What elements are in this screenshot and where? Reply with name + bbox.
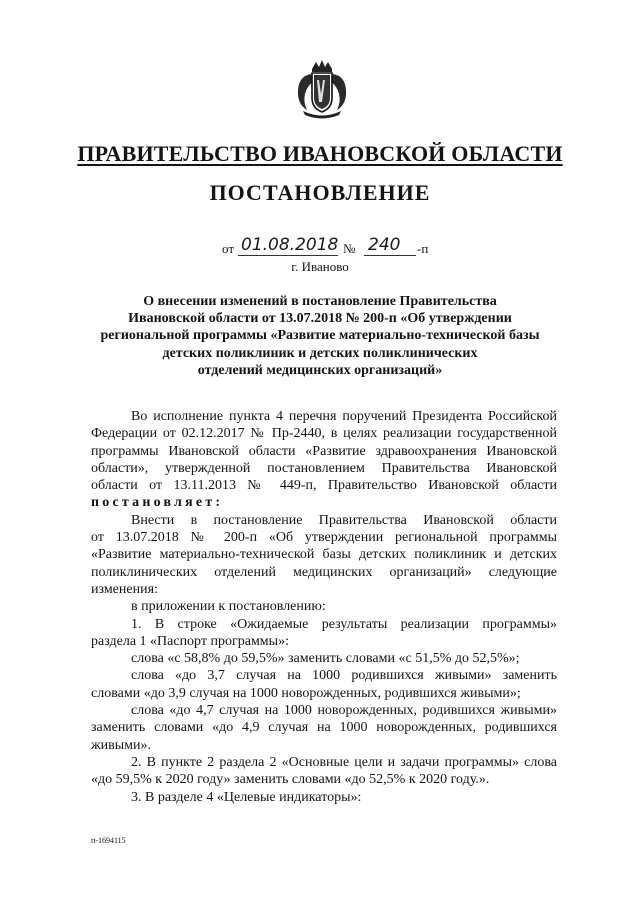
body-line: Внести в постановление Правительства Ивановской области	[131, 512, 557, 528]
document-body	[91, 408, 557, 806]
coat-of-arms-icon	[295, 58, 349, 120]
number-handwritten: 240	[368, 235, 401, 255]
subject-line: О внесении изменений в постановление Правительства	[143, 294, 497, 309]
body-line: 1. В строке «Ожидаемые результаты реализации программы»	[131, 616, 557, 632]
body-line: поликлинических отделений медицинских организаций» следующие	[91, 564, 557, 580]
body-line: «до 59,5% к 2020 году» заменить словами «до 52,5% к 2020 году.».	[91, 772, 490, 788]
date-underline	[238, 255, 338, 256]
body-line: слова «до 4,7 случая на 1000 новорожденных, родившихся живыми»	[131, 703, 557, 719]
body-line: 3. В разделе 4 «Целевые индикаторы»:	[131, 789, 362, 805]
date-prefix: от	[222, 241, 235, 256]
date-handwritten: 01.08.2018	[241, 235, 339, 255]
body-line: области от 13.11.2013 № 449-п, Правительство Ивановской области	[91, 478, 557, 494]
body-line: Федерации от 02.12.2017 № Пр-2440, в целях реализации государственной	[91, 426, 557, 442]
document-subject	[100, 293, 540, 379]
body-line: Во исполнение пункта 4 перечня поручений Президента Российской	[131, 409, 557, 424]
decree-word: постановляет:	[91, 495, 224, 511]
body-line: слова «до 3,7 случая на 1000 родившихся живыми» заменить	[131, 668, 557, 684]
number-sign: №	[343, 241, 356, 256]
organization-title: ПРАВИТЕЛЬСТВО ИВАНОВСКОЙ ОБЛАСТИ	[77, 141, 563, 166]
body-line: слова «с 58,8% до 59,5%» заменить словами «с 51,5% до 52,5%»;	[131, 651, 520, 667]
body-line: изменения:	[91, 581, 158, 597]
body-line: раздела 1 «Паспорт программы»:	[91, 633, 289, 649]
body-line: в приложении к постановлению:	[131, 599, 326, 615]
body-line: 2. В пункте 2 раздела 2 «Основные цели и задачи программы» слова	[131, 754, 557, 770]
document-type-title: ПОСТАНОВЛЕНИЕ	[209, 180, 431, 205]
subject-line: Ивановской области от 13.07.2018 № 200-п «Об утверждении	[128, 311, 512, 327]
subject-line: детских поликлиник и детских поликлинических	[162, 345, 478, 361]
subject-line: отделений медицинских организаций»	[197, 362, 443, 378]
body-line: от 13.07.2018 № 200-п «Об утверждении региональной программы	[91, 530, 557, 546]
body-line: живыми».	[91, 737, 152, 753]
number-suffix: -п	[417, 241, 429, 256]
body-line: области», утвержденной постановлением Правительства Ивановской	[91, 460, 557, 476]
body-line: словами «до 3,9 случая на 1000 новорожденных, родившихся живыми»;	[91, 685, 521, 701]
subject-line: региональной программы «Развитие материально-технической базы	[100, 328, 540, 344]
document-code: п-1694115	[91, 836, 126, 845]
body-line: программы Ивановской области «Развитие здравоохранения Ивановской	[91, 443, 557, 459]
city-label: г. Иваново	[291, 259, 349, 274]
body-line: «Развитие материально-технической базы детских поликлиник и детских	[91, 547, 557, 563]
body-line: заменить словами «до 4,9 случая на 1000 новорожденных, родившихся	[91, 720, 557, 736]
date-number-line	[0, 237, 640, 259]
number-underline	[364, 255, 416, 256]
